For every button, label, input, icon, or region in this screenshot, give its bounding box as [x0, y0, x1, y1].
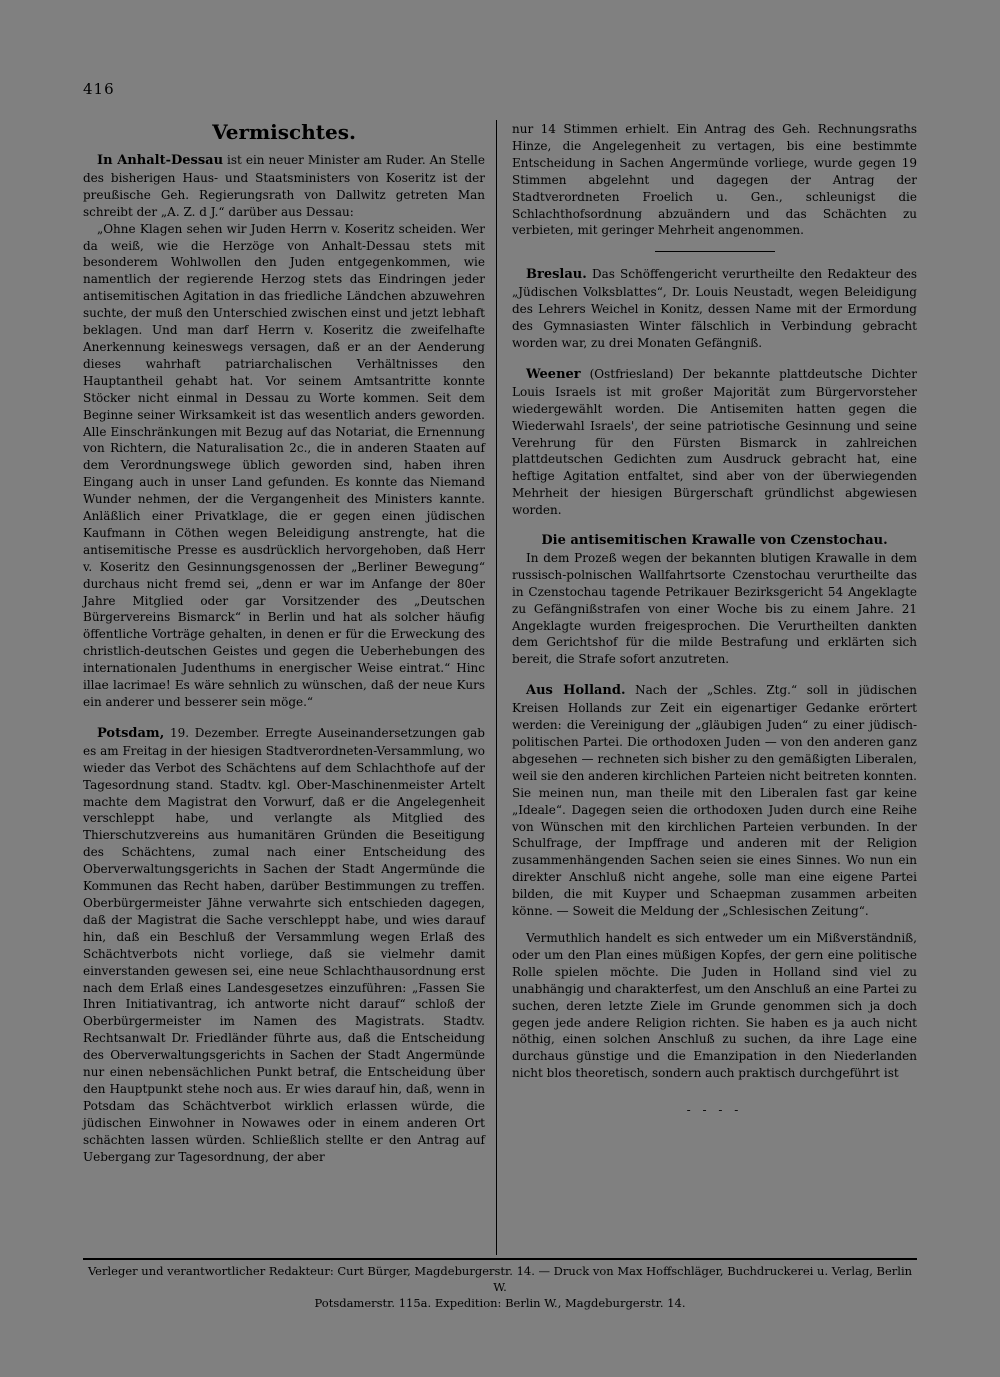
page-number: 416 [83, 80, 115, 98]
footer-divider [83, 1258, 917, 1260]
section-title: Vermischtes. [212, 120, 356, 144]
article-holland [512, 682, 917, 920]
article-holland-commentary: Vermuthlich handelt es sich entweder um ein Mißverständniß, oder um den Plan eines müßigen Kopfes, der gern eine politische Rolle spielen möchte. Die Juden in Holland sind viel zu unabhängig und charakterfest, um den Anschluß an eine Partei zu suchen, deren letzte Ziele im Grunde genommen sich ja doch gegen jede andere Religion richten. Sie haben es ja auch nicht nöthig, einen solchen Anschluß zu suchen, da ihre Lage eine durchaus günstige und die Emanzipation in den Niederlanden nicht blos theoretisch, sondern auch praktisch durchgeführt ist [512, 930, 917, 1081]
article-potsdam-text: 19. Dezember. Erregte Auseinandersetzungen gab es am Freitag in der hiesigen Stadtverordneten-Versammlung, wo wieder das Verbot des Schächtens auf dem Schlachthofe auf der Tagesordnung stand. Stadtv. kgl. Ober-Maschinenmeister Artelt machte dem Magistrat den Vorwurf, daß er die Angelegenheit verschleppt habe, und verlangte als Mitglied des Thierschutzvereins aus humanitären Gründen die Beseitigung des Schächtens, zumal nach einer Entscheidung des Oberverwaltungsgerichts in Sachen der Stadt Angermünde die Kommunen das Recht haben, darüber Bestimmungen zu treffen. Oberbürgermeister Jähne verwahrte sich entschieden dagegen, daß der Magistrat die Sache verschleppt habe, und wies darauf hin, daß ein Beschluß der Versammlung wegen Erlaß des Schächtverbots nicht vorliege, daß sie vielmehr damit einverstanden gewesen sei, eine neue Schlachthausordnung erst nach dem Erlaß eines Landesgesetzes einzuführen: „Fassen Sie Ihren Initiativantrag, ich antworte nicht darauf“ schloß der Oberbürgermeister im Namen des Magistrats. Stadtv. Rechtsanwalt Dr. Friedländer führte aus, daß die Entscheidung des Oberverwaltungsgerichts in Sachen der Stadt Angermünde nur einen nebensächlichen Punkt betraf, die Entscheidung über den Hauptpunkt stehe noch aus. Er wies darauf hin, daß, wenn in Potsdam das Schächtverbot wirklich erlassen würde, die jüdischen Einwohner in Nowawes oder in einem anderen Ort schächten lassen würden. Schließlich stellte er den Antrag auf Uebergang zur Tagesordnung, der aber [83, 725, 485, 1164]
article-breslau-text: Das Schöffengericht verurtheilte den Redakteur des „Jüdischen Volksblattes“, Dr. Louis Neustadt, wegen Beleidigung des Lehrers Weichel in Konitz, dessen Name mit der Ermordung des Gymnasiasten Winter fälschlich in Verbindung gebracht worden war, zu drei Monaten Gefängniß. [512, 267, 917, 350]
imprint-footer [83, 1263, 917, 1311]
article-anhalt-quote: „Ohne Klagen sehen wir Juden Herrn v. Koseritz scheiden. Wer da weiß, wie die Herzöge von Anhalt-Dessau stets mit besonderem Wohlwollen den Juden entgegenkommen, wie namentlich der regierende Herzog stets das Eindringen jeder antisemitischen Agitation in das friedliche Ländchen abzuwehren suchte, der muß den Unterschied zwischen einst und jetzt lebhaft beklagen. Und man darf Herrn v. Koseritz die zweifelhafte Anerkennung keineswegs versagen, daß er an der Aenderung dieses wahrhaft patriarchalischen Verhältnisses den Hauptantheil gehabt hat. Vor seinem Amtsantritte konnte Stöcker nicht einmal in Dessau zu Worte kommen. Seit dem Beginne seiner Wirksamkeit ist das wesentlich anders geworden. Alle Einschränkungen mit Bezug auf das Notariat, die Ernennung von Richtern, die Naturalisation 2c., die in anderen Staaten auf dem Verordnungswege üblich geworden sind, haben ihren Eingang auch in unser Land gefunden. Es konnte das Niemand Wunder nehmen, der die Vergangenheit des Ministers kannte. Anläßlich einer Privatklage, die er gegen einen jüdischen Kaufmann in Cöthen wegen Beleidigung anstrengte, hat die antisemitische Presse es ausdrücklich hervorgehoben, daß Herr v. Koseritz den Gesinnungsgenossen der „Berliner Bewegung“ durchaus nicht fremd sei, „denn er war im Anfange der 80er Jahre Mitglied oder gar Vorsitzender des „Deutschen Bürgervereins Bismarck“ in Berlin und hat als solcher häufig öffentliche Vorträge gehalten, in denen er für die Erweckung des christlich-deutschen Geistes und gegen die Ueberhebungen des internationalen Judenthums in energischer Weise eintrat.“ Hinc illae lacrimae! Es wäre sehnlich zu wünschen, daß der neue Kurs ein anderer und besserer sein möge.“ [83, 221, 485, 709]
article-czenstochau-heading: Die antisemitischen Krawalle von Czenstochau. [541, 533, 888, 549]
end-mark: - - - - [686, 1103, 743, 1118]
article-anhalt-lead: In Anhalt-Dessau [97, 153, 224, 168]
article-divider [655, 251, 775, 252]
article-anhalt-intro [83, 152, 485, 221]
imprint-line-1: Verleger und verantwortlicher Redakteur: Curt Bürger, Magdeburgerstr. 14. — Druck von Max Hoffschläger, Buchdruckerei u. Verlag, Berlin W. [87, 1264, 913, 1294]
left-column [83, 112, 485, 1165]
article-potsdam-continuation: nur 14 Stimmen erhielt. Ein Antrag des Geh. Rechnungsraths Hinze, die Angelegenheit zu vertagen, bis eine bestimmte Entscheidung in Sachen Angermünde vorliege, wurde gegen 19 Stimmen abgelehnt und dagegen der Antrag der Stadtverordneten Froelich u. Gen., schleunigst die Schlachthofsordnung abzuändern und das Schächten zu verbieten, mit geringer Mehrheit angenommen. [512, 122, 917, 238]
article-weener [512, 366, 917, 519]
article-anhalt-text: ist ein neuer Minister am Ruder. An Stelle des bisherigen Haus- und Staatsministers von Koseritz ist der preußische Geh. Regierungsrath von Dallwitz getreten Man schreibt der „A. Z. d J.“ darüber aus Dessau: [83, 153, 485, 219]
imprint-line-2: Potsdamerstr. 115a. Expedition: Berlin W., Magdeburgerstr. 14. [314, 1296, 686, 1310]
article-holland-text: Nach der „Schles. Ztg.“ soll in jüdischen Kreisen Hollands zur Zeit ein eigenartiger Gedanke erörtert werden: die Vereinigung der „gläubigen Juden“ zu einer jüdisch-politischen Partei. Die orthodoxen Juden — von den anderen ganz abgesehen — rechneten sich bisher zu den gemäßigten Liberalen, weil sie den anderen kirchlichen Parteien nicht beitreten konnten. Sie meinen nun, man theile mit den Liberalen fast gar keine „Ideale“. Dagegen seien die orthodoxen Juden durch eine Reihe von Wünschen mit den kirchlichen Parteien verbunden. In der Schulfrage, der Impffrage und anderen mit der Religion zusammenhängenden Sachen seien sie eines Sinnes. Wo nun ein direkter Anschluß nicht angehe, solle man eine eigene Partei bilden, die mit Kuyper und Schaepman zusammen arbeiten könne. — Soweit die Meldung der „Schlesischen Zeitung“. [512, 683, 917, 919]
article-potsdam [83, 725, 485, 1166]
article-breslau-lead: Breslau. [526, 267, 587, 283]
article-potsdam-lead: Potsdam, [97, 725, 165, 741]
column-divider [496, 120, 497, 1255]
right-column [512, 121, 917, 1119]
article-breslau [512, 266, 917, 352]
article-holland-lead: Aus Holland. [526, 683, 626, 699]
article-weener-lead: Weener [526, 366, 581, 382]
article-czenstochau-text: In dem Prozeß wegen der bekannten blutigen Krawalle in dem russisch-polnischen Wallfahrtsorte Czenstochau verurtheilte das in Czenstochau tagende Petrikauer Bezirksgericht 54 Angeklagte zu Gefängnißstrafen von einer Woche bis zu einem Jahre. 21 Angeklagte wurden freigesprochen. Die Verurtheilten dankten dem Gerichtshof für die milde Bestrafung und erklärten sich bereit, die Strafe sofort anzutreten. [512, 550, 917, 667]
article-weener-text: (Ostfriesland) Der bekannte plattdeutsche Dichter Louis Israels ist mit großer Majorität zum Bürgervorsteher wiedergewählt worden. Die Antisemiten hatten gegen die Wiederwahl Israels', der seine patriotische Gesinnung und seine Verehrung für den Fürsten Bismarck in zahlreichen plattdeutschen Gedichten zum Ausdruck gebracht hat, eine heftige Agitation entfaltet, sind aber von der überwiegenden Mehrheit der hiesigen Bürgerschaft gründlichst abgewiesen worden. [512, 366, 917, 518]
